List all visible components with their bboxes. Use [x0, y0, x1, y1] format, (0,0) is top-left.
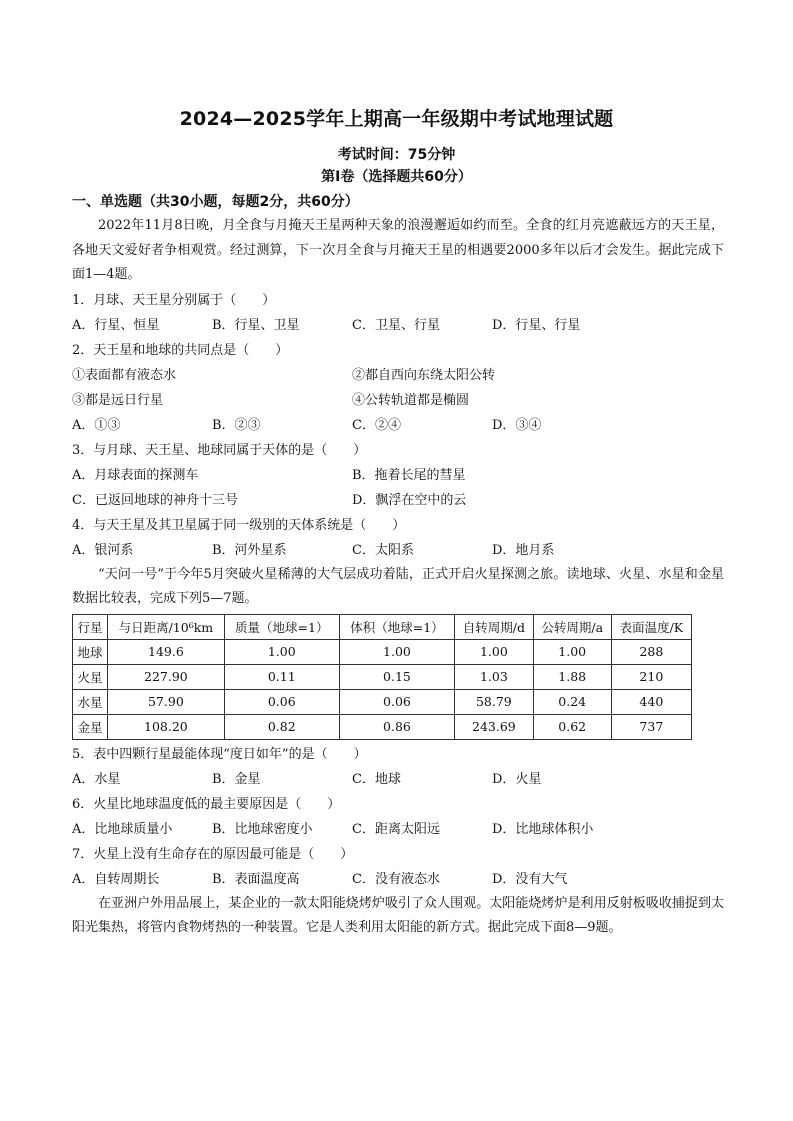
- question-1-stem: 1．月球、天王星分别属于（ ）: [72, 292, 276, 308]
- page-title: 2024—2025学年上期高一年级期中考试地理试题: [179, 108, 614, 130]
- option-b[interactable]: B．行星、卫星: [212, 317, 300, 333]
- question-6-options: [72, 817, 724, 842]
- option-b[interactable]: B．比地球密度小: [212, 821, 313, 837]
- table-cell: 149.6: [108, 639, 225, 664]
- table-cell: 288: [611, 639, 691, 664]
- table-cell: 440: [611, 689, 691, 714]
- table-cell: 0.24: [533, 689, 611, 714]
- table-header-row: [73, 614, 692, 639]
- question-6-stem: 6．火星比地球温度低的最主要原因是（ ）: [72, 796, 341, 812]
- column-header: 行星: [73, 614, 108, 639]
- table-cell: 1.03: [455, 664, 534, 689]
- statement-3: ③都是远日行星: [72, 392, 164, 408]
- option-b[interactable]: B．金星: [212, 771, 261, 787]
- exam-time: 考试时间：75分钟: [337, 147, 456, 163]
- question-5-options: [72, 767, 724, 792]
- question-2-stem: 2．天王星和地球的共同点是（ ）: [72, 342, 289, 358]
- column-header: 表面温度/K: [611, 614, 691, 639]
- table-row: [73, 714, 692, 739]
- option-a[interactable]: A．银河系: [72, 542, 134, 558]
- table-cell: 火星: [73, 664, 108, 689]
- statement-1: ①表面都有液态水: [72, 367, 177, 383]
- option-b[interactable]: B．拖着长尾的彗星: [352, 467, 466, 483]
- option-a[interactable]: A．行星、恒星: [72, 317, 160, 333]
- table-cell: 0.86: [339, 714, 454, 739]
- passage-intro-1: 2022年11月8日晚，月全食与月掩天王星两种天象的浪漫邂逅如约而至。全食的红月亮遮蔽远方的天王星，各地天文爱好者争相观赏。经过测算，下一次月全食与月掩天王星的相遇要2000多年以后才会发生。据此完成下面1—4题。: [72, 218, 724, 282]
- option-c[interactable]: C．②④: [352, 417, 401, 433]
- table-cell: 0.06: [339, 689, 454, 714]
- option-c[interactable]: C．地球: [352, 771, 401, 787]
- table-cell: 0.11: [224, 664, 339, 689]
- question-4-options: [72, 538, 724, 563]
- option-b[interactable]: B．河外星系: [212, 542, 287, 558]
- option-a[interactable]: A．①③: [72, 417, 121, 433]
- table-cell: 108.20: [108, 714, 225, 739]
- table-cell: 243.69: [455, 714, 534, 739]
- table-cell: 水星: [73, 689, 108, 714]
- table-cell: 210: [611, 664, 691, 689]
- volume-heading: 第Ⅰ卷（选择题共60分）: [321, 169, 472, 185]
- question-3-options-row2: [72, 488, 724, 513]
- option-a[interactable]: A．自转周期长: [72, 871, 160, 887]
- option-c[interactable]: C．卫星、行星: [352, 317, 440, 333]
- table-cell: 58.79: [455, 689, 534, 714]
- table-cell: 金星: [73, 714, 108, 739]
- exam-content: [72, 190, 724, 941]
- option-b[interactable]: B．表面温度高: [212, 871, 300, 887]
- option-a[interactable]: A．比地球质量小: [72, 821, 173, 837]
- section-heading: 一、单选题（共30小题，每题2分，共60分）: [72, 194, 359, 210]
- table-cell: 1.00: [455, 639, 534, 664]
- table-row: [73, 639, 692, 664]
- table-cell: 737: [611, 714, 691, 739]
- column-header: 体积（地球=1）: [339, 614, 454, 639]
- table-cell: 1.00: [224, 639, 339, 664]
- option-c[interactable]: C．已返回地球的神舟十三号: [72, 492, 238, 508]
- table-cell: 227.90: [108, 664, 225, 689]
- column-header: 与日距离/10⁶km: [108, 614, 225, 639]
- table-cell: 0.82: [224, 714, 339, 739]
- table-cell: 1.88: [533, 664, 611, 689]
- question-4-stem: 4．与天王星及其卫星属于同一级别的天体系统是（ ）: [72, 517, 406, 533]
- question-2-items-row2: [72, 388, 724, 413]
- table-cell: 57.90: [108, 689, 225, 714]
- question-1-options: [72, 313, 724, 338]
- statement-4: ④公转轨道都是椭圆: [352, 392, 470, 408]
- question-5-stem: 5．表中四颗行星最能体现“度日如年”的是（ ）: [72, 746, 367, 762]
- table-row: [73, 689, 692, 714]
- table-cell: 0.62: [533, 714, 611, 739]
- question-3-options-row1: [72, 463, 724, 488]
- option-d[interactable]: D．③④: [492, 417, 542, 433]
- column-header: 质量（地球=1）: [224, 614, 339, 639]
- option-d[interactable]: D．没有大气: [492, 871, 568, 887]
- table-cell: 1.00: [533, 639, 611, 664]
- question-7-stem: 7．火星上没有生命存在的原因最可能是（ ）: [72, 846, 354, 862]
- option-a[interactable]: A．月球表面的探测车: [72, 467, 199, 483]
- column-header: 公转周期/a: [533, 614, 611, 639]
- planet-data-table: [72, 614, 692, 740]
- table-cell: 地球: [73, 639, 108, 664]
- passage-intro-2: “天问一号”于今年5月突破火星稀薄的大气层成功着陆，正式开启火星探测之旅。读地球、火星、水星和金星数据比较表，完成下列5—7题。: [72, 566, 724, 606]
- option-b[interactable]: B．②③: [212, 417, 261, 433]
- question-2-items-row1: [72, 363, 724, 388]
- option-a[interactable]: A．水星: [72, 771, 121, 787]
- option-d[interactable]: D．地月系: [492, 542, 555, 558]
- question-7-options: [72, 867, 724, 892]
- column-header: 自转周期/d: [455, 614, 534, 639]
- passage-intro-3: 在亚洲户外用品展上，某企业的一款太阳能烧烤炉吸引了众人围观。太阳能烧烤炉是利用反射板吸收捕捉到太阳光集热，将管内食物烤热的一种装置。它是人类利用太阳能的新方式。据此完成下面8—9题。: [72, 895, 724, 935]
- option-d[interactable]: D．飘浮在空中的云: [352, 492, 467, 508]
- option-d[interactable]: D．比地球体积小: [492, 821, 594, 837]
- table-cell: 1.00: [339, 639, 454, 664]
- question-2-options: [72, 413, 724, 438]
- statement-2: ②都自西向东绕太阳公转: [352, 367, 496, 383]
- table-row: [73, 664, 692, 689]
- question-3-stem: 3．与月球、天王星、地球同属于天体的是（ ）: [72, 442, 367, 458]
- table-cell: 0.15: [339, 664, 454, 689]
- option-d[interactable]: D．行星、行星: [492, 317, 581, 333]
- option-c[interactable]: C．没有液态水: [352, 871, 440, 887]
- table-cell: 0.06: [224, 689, 339, 714]
- option-c[interactable]: C．距离太阳远: [352, 821, 440, 837]
- option-c[interactable]: C．太阳系: [352, 542, 414, 558]
- option-d[interactable]: D．火星: [492, 771, 542, 787]
